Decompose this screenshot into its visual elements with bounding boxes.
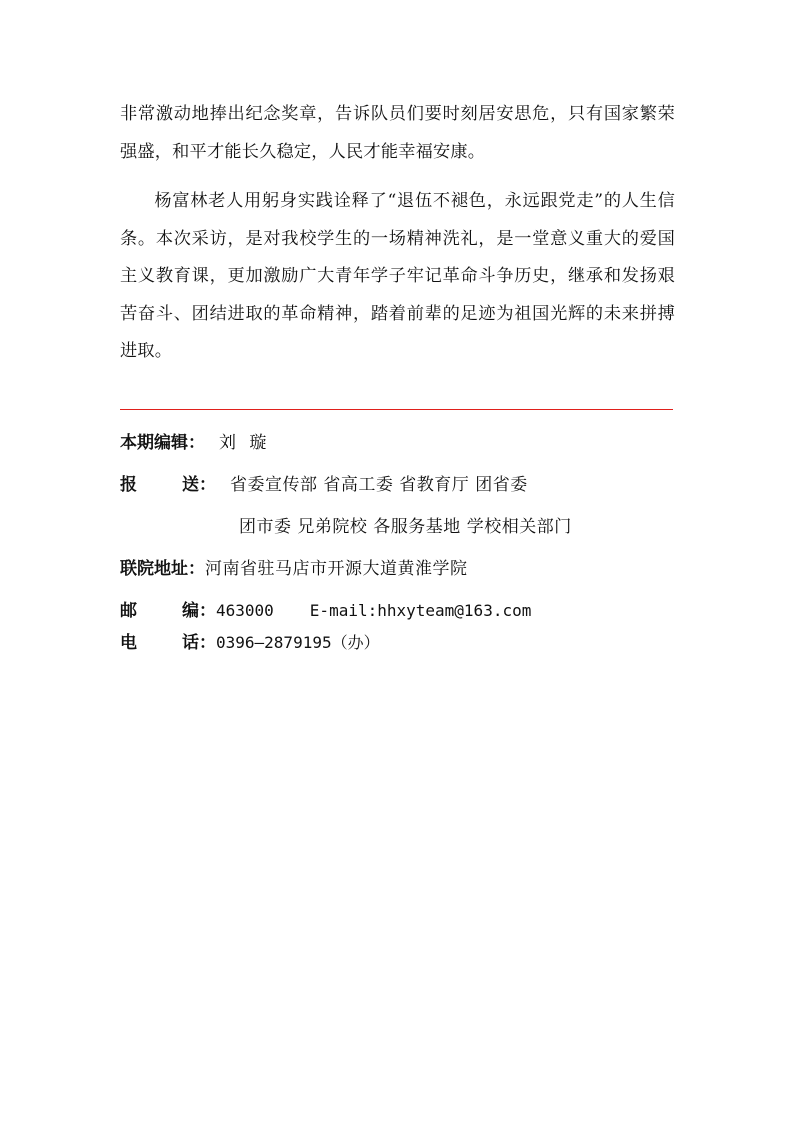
phone-label-first: 电 [120, 633, 137, 653]
phone-label-second: 话： [182, 633, 216, 653]
sendto-row [120, 470, 680, 495]
sendto-recipients-line-1: 省委宣传部 省高工委 省教育厅 团省委 [230, 475, 528, 495]
editor-value: 刘 璇 [219, 433, 271, 453]
postcode-row [120, 596, 680, 621]
address-value: 河南省驻马店市开源大道黄淮学院 [205, 559, 468, 579]
red-divider-line [120, 409, 673, 410]
phone-value: 0396—2879195（办） [216, 633, 380, 652]
sendto-row-continued [239, 512, 793, 537]
address-label: 联院地址： [120, 559, 205, 579]
postcode-label-second: 编： [182, 601, 216, 621]
editor-label: 本期编辑： [120, 433, 205, 453]
sendto-label-first: 报 [120, 475, 137, 495]
postcode-value: 463000 [216, 601, 274, 620]
phone-row [120, 628, 680, 653]
sendto-recipients-line-2: 团市委 兄弟院校 各服务基地 学校相关部门 [239, 517, 572, 537]
editor-row [120, 428, 680, 453]
email-address[interactable]: E-mail:hhxyteam@163.com [309, 601, 532, 620]
postcode-label-first: 邮 [120, 601, 137, 621]
sendto-label-second: 送： [182, 475, 216, 495]
article-paragraph-continued: 非常激动地捧出纪念奖章，告诉队员们要时刻居安思危，只有国家繁荣强盛，和平才能长久稳定，人民才能幸福安康。 [120, 104, 675, 162]
address-row [120, 554, 680, 579]
article-paragraph-closing: 杨富林老人用躬身实践诠释了“退伍不褪色，永远跟党走”的人生信条。本次采访，是对我校学生的一场精神洗礼，是一堂意义重大的爱国主义教育课，更加激励广大青年学子牢记革命斗争历史，继承和发扬艰苦奋斗、团结进取的革命精神，踏着前辈的足迹为祖国光辉的未来拼搏进取。 [120, 191, 675, 361]
